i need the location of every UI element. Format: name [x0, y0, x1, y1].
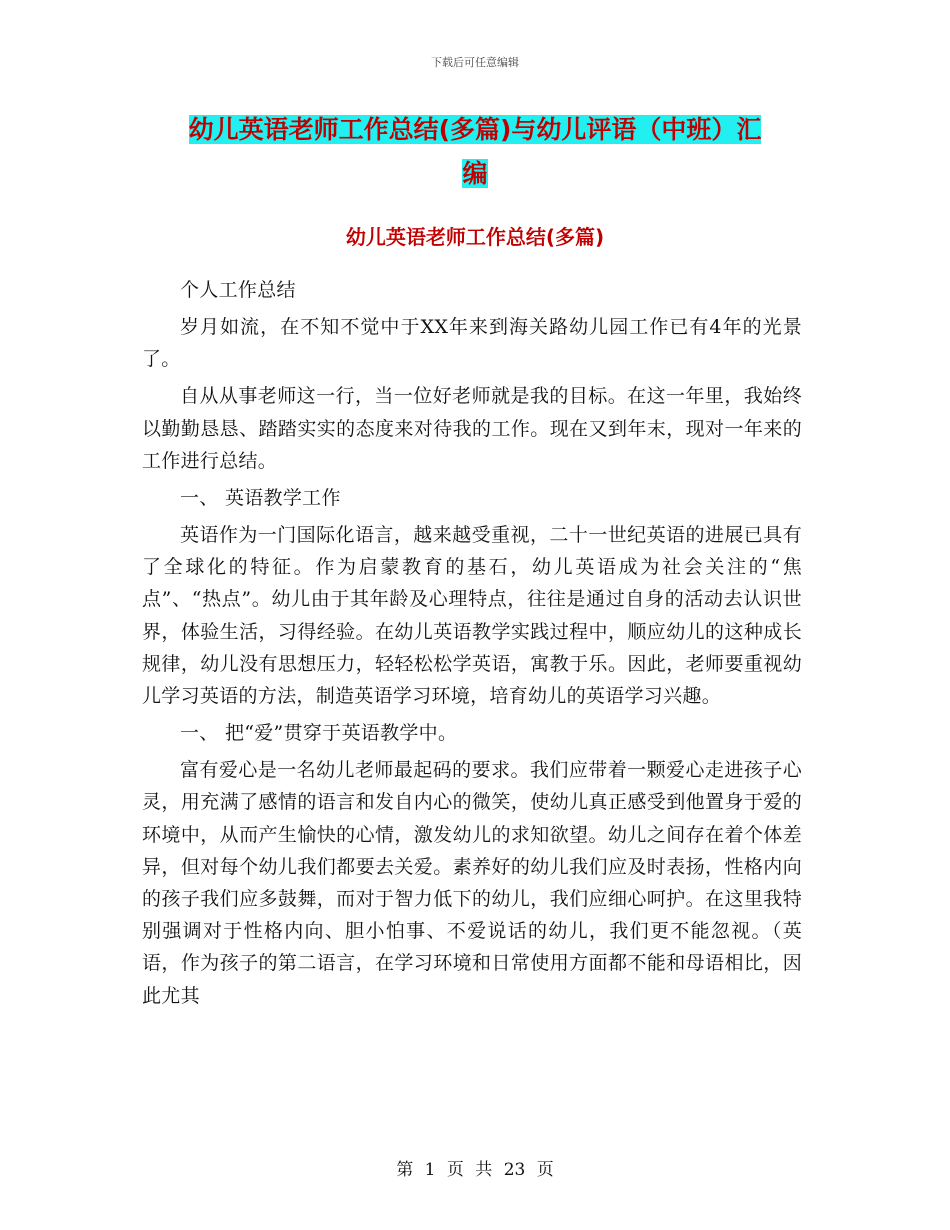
section-title: 幼儿英语老师工作总结(多篇): [345, 225, 605, 249]
paragraph: 自从从事老师这一行，当一位好老师就是我的目标。在这一年里，我始终以勤勤恳恳、踏踏实实的态度来对待我的工作。现在又到年末，现对一年来的工作进行总结。: [142, 385, 802, 472]
page-number-footer: 第 1 页 共 23 页: [396, 1160, 554, 1180]
paragraph: 一、 把“爱”贯穿于英语教学中。: [180, 722, 458, 745]
page-header-note: 下载后可任意编辑: [431, 56, 519, 69]
paragraph: 个人工作总结: [180, 279, 296, 301]
paragraph: 英语作为一门国际化语言，越来越受重视，二十一世纪英语的进展已具有了全球化的特征。作为启蒙教育的基石，幼儿英语成为社会关注的“焦点”、“热点”。幼儿由于其年龄及心理特点，往往是通过自身的活动去认识世界，体验生活，习得经验。在幼儿英语教学实践过程中，顺应幼儿的这种成长规律，幼儿没有思想压力，轻轻松松学英语，寓教于乐。因此，老师要重视幼儿学习英语的方法，制造英语学习环境，培育幼儿的英语学习兴趣。: [142, 523, 802, 707]
document-title-line-1: 幼儿英语老师工作总结(多篇)与幼儿评语（中班）汇: [188, 115, 762, 144]
document-title: [150, 108, 800, 196]
document-title-line-2: 编: [462, 159, 488, 188]
paragraph: 岁月如流，在不知不觉中于XX年来到海关路幼儿园工作已有4年的光景了。: [142, 316, 802, 371]
document-body: [142, 274, 802, 1017]
paragraph: 富有爱心是一名幼儿老师最起码的要求。我们应带着一颗爱心走进孩子心灵，用充满了感情的语言和发自内心的微笑，使幼儿真正感受到他置身于爱的环境中，从而产生愉快的心情，激发幼儿的求知欲望。幼儿之间存在着个体差异，但对每个幼儿我们都要去关爱。素养好的幼儿我们应及时表扬，性格内向的孩子我们应多鼓舞，而对于智力低下的幼儿，我们应细心呵护。在这里我特别强调对于性格内向、胆小怕事、不爱说话的幼儿，我们更不能忽视。（英语，作为孩子的第二语言，在学习环境和日常使用方面都不能和母语相比，因此尤其: [142, 759, 802, 1007]
paragraph: 一、 英语教学工作: [180, 486, 341, 509]
